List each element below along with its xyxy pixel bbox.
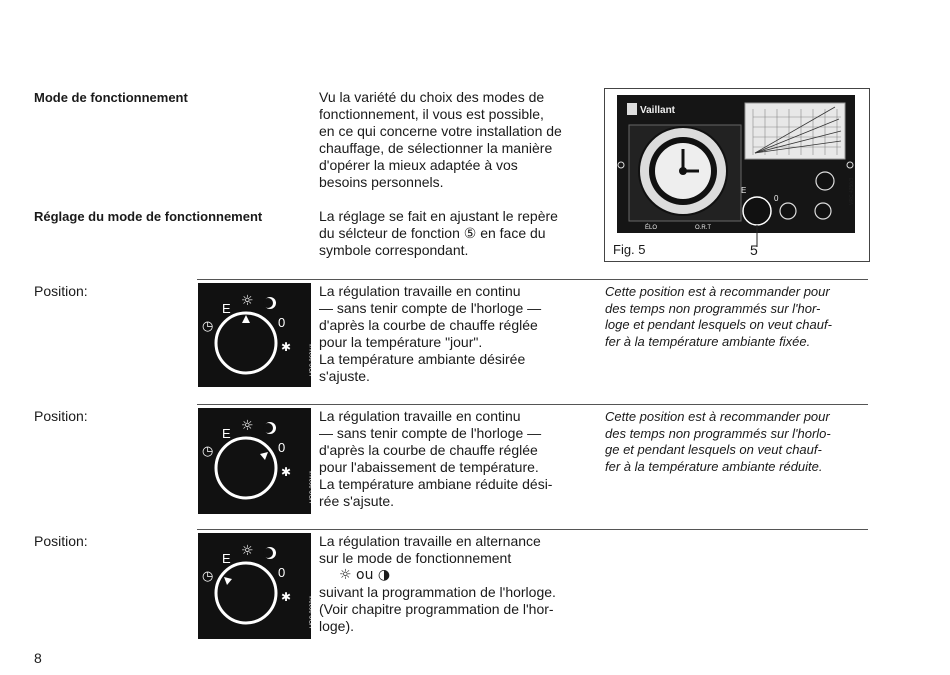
dial-label-zero: 0: [774, 194, 779, 203]
frost-icon: ✱: [281, 465, 292, 479]
note-line: loge et pendant lesquels on veut chauf-: [605, 317, 832, 332]
dial-zero-label: 0: [278, 315, 286, 330]
text-line: pour la température "jour".: [319, 334, 483, 350]
pointer-icon: [260, 452, 268, 460]
pointer-icon: [242, 315, 250, 323]
dial-e-label: E: [222, 551, 231, 566]
section-divider: [197, 279, 868, 280]
brand-label: Vaillant: [640, 105, 676, 116]
dial-e-label: E: [222, 301, 231, 316]
text-line: La régulation travaille en continu: [319, 408, 521, 424]
text-line: d'après la courbe de chauffe réglée: [319, 317, 538, 333]
knob-icon: [816, 172, 834, 190]
bottom-label: ÉLO: [645, 225, 658, 231]
selector-dial-auto: [198, 533, 316, 639]
regulator-illustration: [605, 89, 869, 261]
section-divider: [197, 404, 868, 405]
function-selector-knob: [743, 197, 771, 225]
bottom-label: O.R.T: [695, 225, 711, 231]
text-line: d'après la courbe de chauffe réglée: [319, 442, 538, 458]
text-line: pour l'abaissement de température.: [319, 459, 539, 475]
dial-zero-label: 0: [278, 440, 286, 455]
sun-icon: ☼: [241, 543, 254, 559]
selector-dial-day: [198, 283, 316, 387]
text-line: rée s'ajsute.: [319, 493, 395, 509]
text-line: fonctionnement, il vous est possible,: [319, 106, 544, 122]
dial-e-label: E: [222, 426, 231, 441]
note-line: des temps non programmés sur l'hor-: [605, 300, 821, 316]
dial-zero-label: 0: [278, 565, 286, 580]
text-line: La température ambiane réduite dési-: [319, 476, 553, 492]
sun-icon: ☼: [241, 418, 254, 434]
figure-code: VRC 4250/3: [849, 177, 855, 205]
note-line: fer à la température ambiante réduite.: [605, 458, 823, 474]
sun-icon: ☼: [241, 293, 254, 309]
dial-code: VRC 2022/1: [310, 595, 316, 628]
clock-icon: ◷: [202, 319, 214, 334]
position-1-note: [605, 284, 875, 350]
vaillant-logo-icon: [627, 103, 637, 115]
position-label: Position:: [34, 533, 88, 549]
text-line: La température ambiante désirée: [319, 351, 526, 367]
text-line: chauffage, de sélectionner la manière: [319, 140, 553, 156]
knob-icon: [780, 203, 796, 219]
dial-label-e: E: [741, 186, 747, 195]
figure-caption: Fig. 5: [613, 242, 646, 257]
position-label: Position:: [34, 283, 88, 299]
position-2-text: [319, 408, 599, 510]
clock-icon: ◷: [202, 569, 214, 584]
clock-icon: ◷: [202, 444, 214, 459]
position-2-note: [605, 409, 875, 475]
text-line: La régulation travaille en alternance: [319, 533, 541, 549]
frost-icon: ✱: [281, 590, 292, 604]
text-line: — sans tenir compte de l'horloge —: [319, 425, 542, 441]
note-line: des temps non programmés sur l'horlo-: [605, 425, 831, 441]
text-line: du sélcteur de fonction ⑤ en face du: [319, 225, 546, 241]
figure-5: [604, 88, 870, 262]
note-line: ge et pendant lesquels on veut chauf-: [605, 442, 822, 457]
heading-reglage: Réglage du mode de fonctionnement: [34, 209, 263, 224]
section-divider: [197, 529, 868, 530]
reglage-paragraph: [319, 208, 599, 259]
note-line: Cette position est à recommander pour: [605, 284, 830, 299]
text-line: — sans tenir compte de l'horloge —: [319, 300, 542, 316]
position-label: Position:: [34, 408, 88, 424]
intro-paragraph: [319, 89, 599, 191]
dial-code: VRC 2021/1: [310, 470, 316, 503]
position-1-text: [319, 283, 599, 385]
knob-icon: [815, 203, 831, 219]
frost-icon: ✱: [281, 340, 292, 354]
selector-dial-night: [198, 408, 316, 514]
text-line: besoins personnels.: [319, 174, 444, 190]
text-line: loge).: [319, 618, 355, 634]
heading-mode: Mode de fonctionnement: [34, 90, 188, 105]
text-line: Vu la variété du choix des modes de: [319, 89, 545, 105]
position-3-text: [319, 533, 599, 635]
text-line: La régulation travaille en continu: [319, 283, 521, 299]
sun-or-moon-symbols: ☼ ou ◑: [339, 567, 391, 583]
dial-code: VRC 2021/1: [310, 343, 316, 376]
pointer-icon: [224, 577, 232, 585]
text-line: en ce qui concerne votre installation de: [319, 123, 562, 139]
dial-ring-icon: [216, 438, 276, 498]
text-line: sur le mode de fonctionnement: [319, 550, 512, 566]
text-line: La réglage se fait en ajustant le repère: [319, 208, 558, 224]
page-number: 8: [34, 650, 42, 666]
figure-callout: 5: [750, 242, 758, 258]
text-line: suivant la programmation de l'horloge.: [319, 584, 556, 600]
text-line: symbole correspondant.: [319, 242, 469, 258]
text-line: s'ajuste.: [319, 368, 370, 384]
note-line: Cette position est à recommander pour: [605, 409, 830, 424]
note-line: fer à la température ambiante fixée.: [605, 333, 811, 349]
dial-ring-icon: [216, 563, 276, 623]
text-line: (Voir chapitre programmation de l'hor-: [319, 601, 554, 617]
text-line: d'opérer la mieux adaptée à vos: [319, 157, 518, 173]
